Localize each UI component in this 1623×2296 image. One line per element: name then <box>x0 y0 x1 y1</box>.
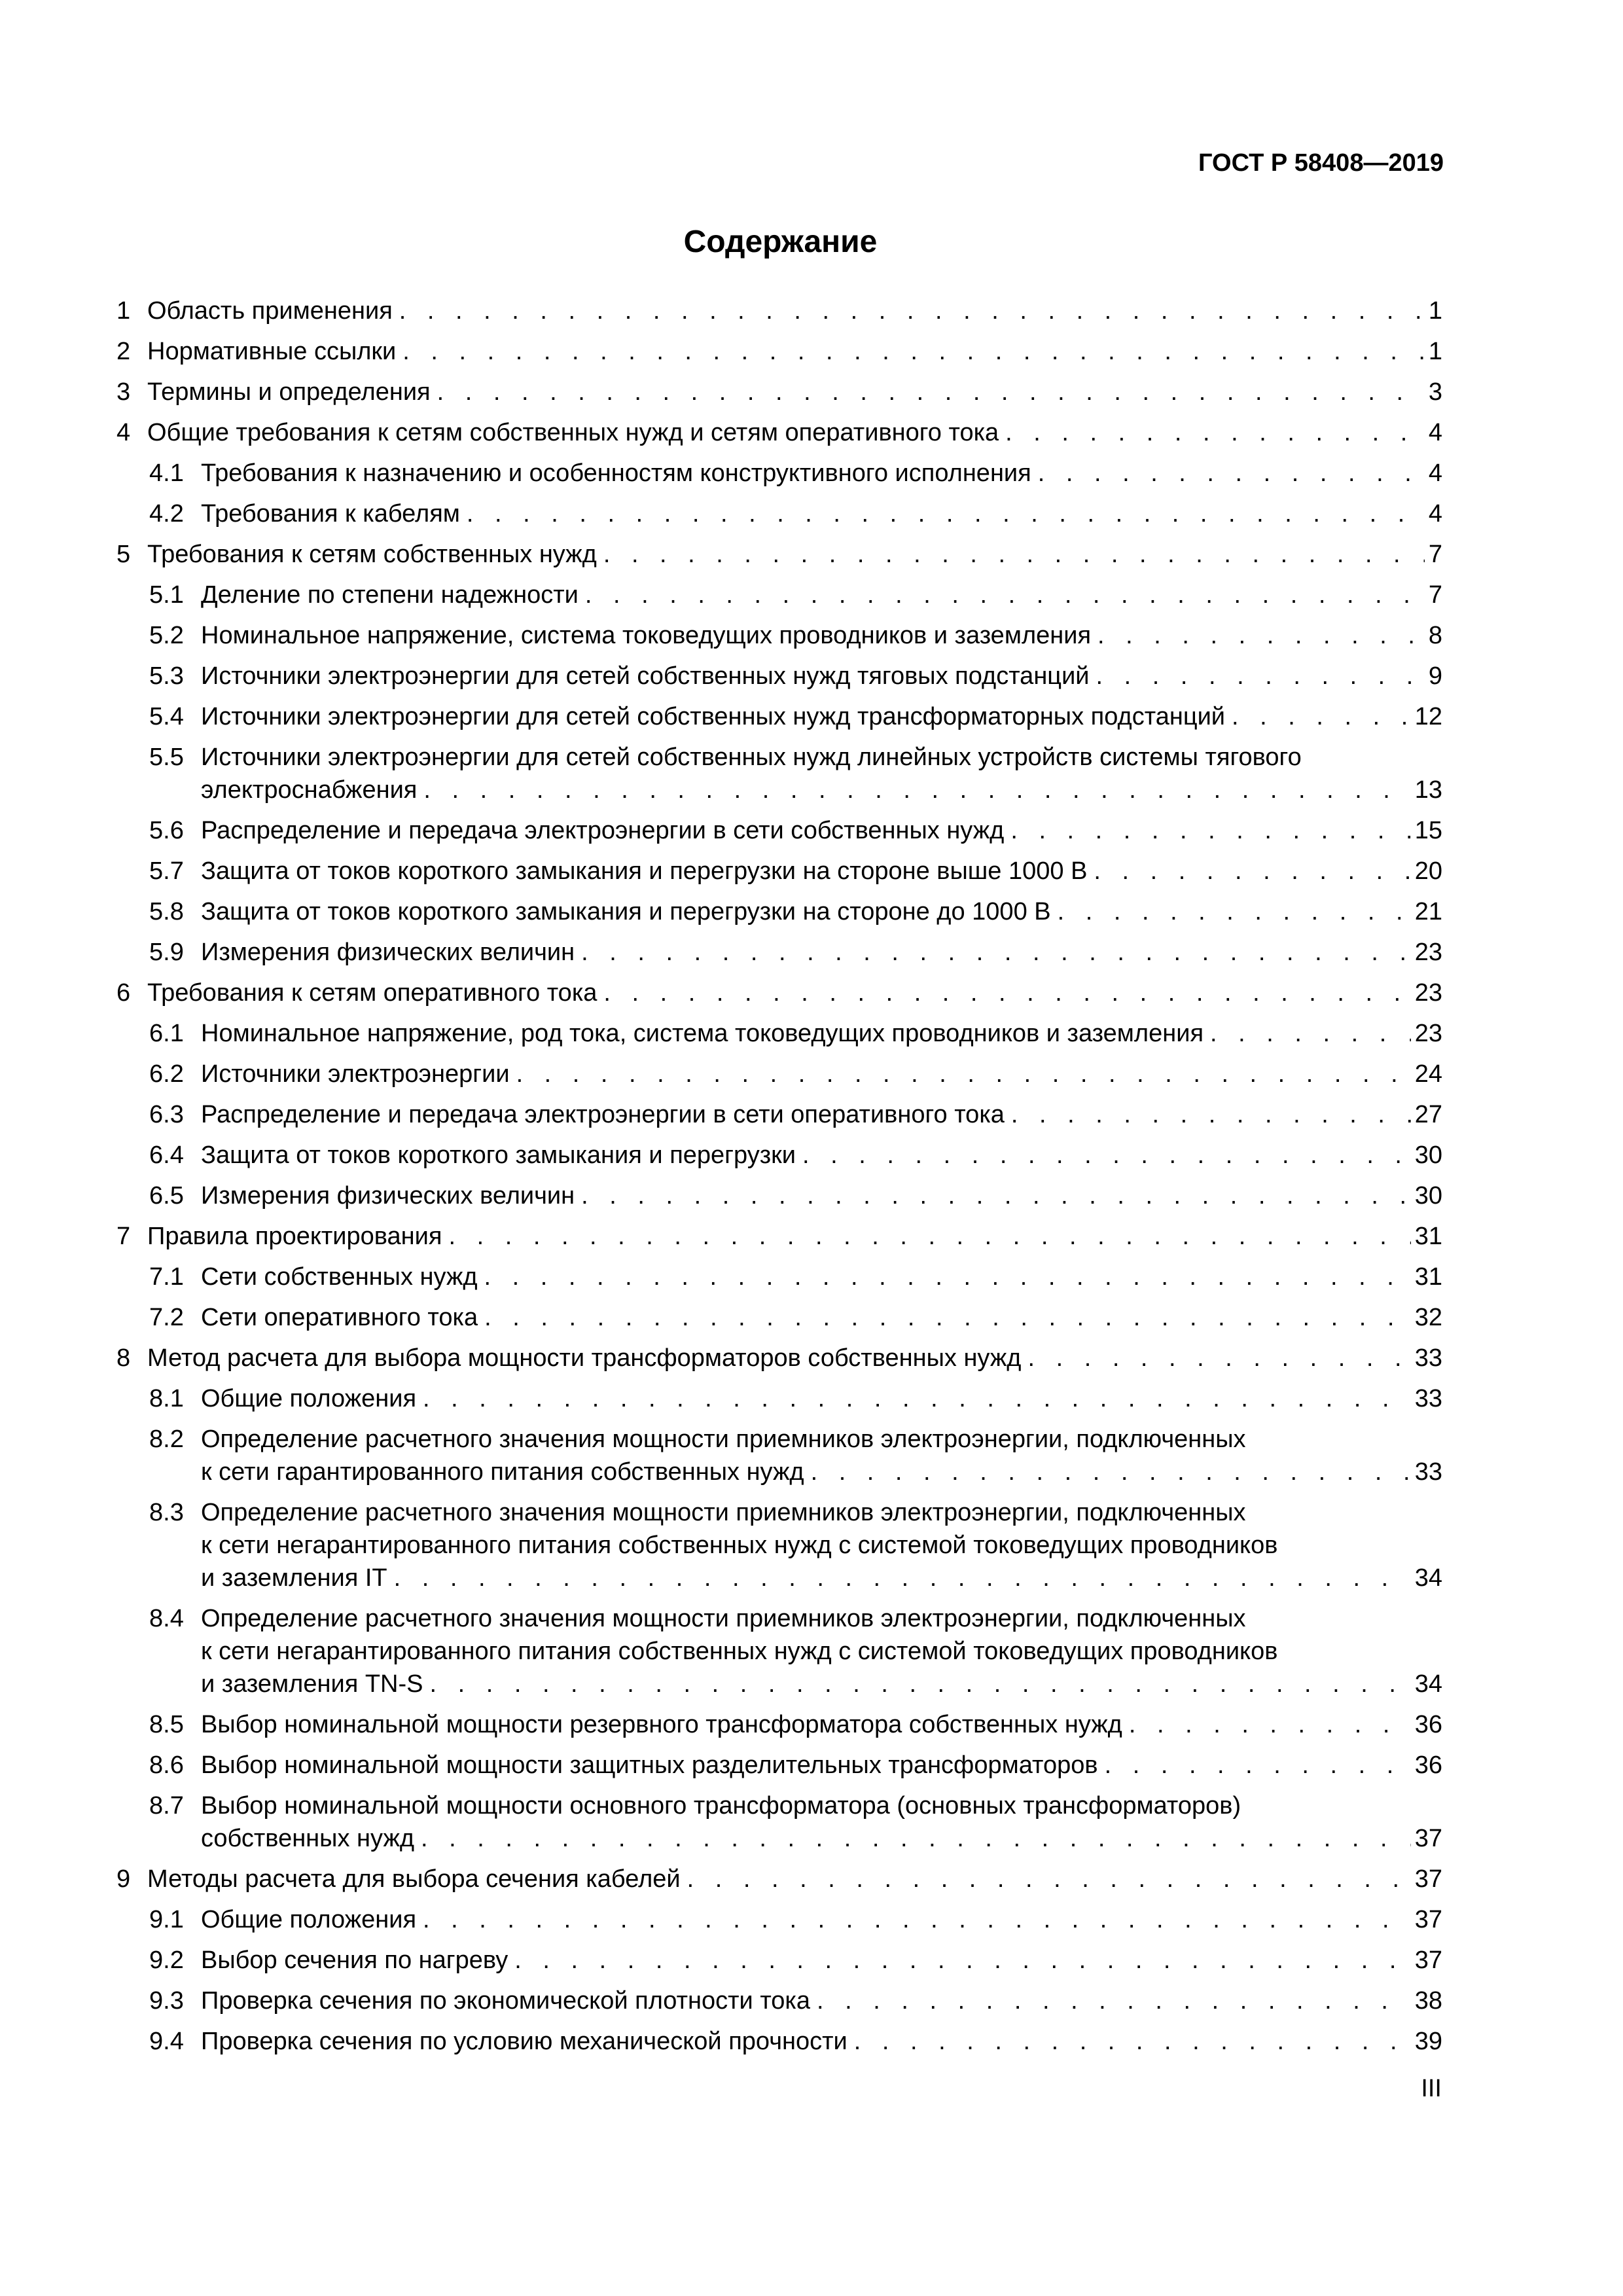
toc-entry-title-line: Сети собственных нужд <box>201 1263 478 1291</box>
toc-entry-page: 36 <box>1414 1711 1442 1738</box>
toc-entry-page: 33 <box>1414 1385 1442 1412</box>
toc-entry <box>116 1749 1442 1782</box>
toc-entry-number: 5.2 <box>149 622 184 649</box>
toc-entry-title-line: к сети негарантированного питания собственных нужд с системой токоведущих проводников <box>201 1532 1278 1559</box>
toc-entry-number: 5.4 <box>149 703 184 730</box>
toc-entry-page: 37 <box>1414 1946 1442 1974</box>
toc-entry-page: 12 <box>1414 703 1442 730</box>
toc-entry-title-line: Защита от токов короткого замыкания и перегрузки на стороне выше 1000 В <box>201 857 1088 885</box>
dot-leader <box>448 1220 1410 1253</box>
toc-entry-page: 23 <box>1414 1020 1442 1047</box>
dot-leader <box>1038 457 1425 490</box>
toc-entry-number: 9 <box>116 1865 131 1893</box>
toc-entry-page: 9 <box>1428 662 1442 690</box>
dot-leader <box>399 295 1425 327</box>
toc-entry-number: 7.2 <box>149 1304 184 1331</box>
dot-leader <box>394 1562 1411 1594</box>
dot-leader <box>687 1863 1411 1895</box>
toc-entry-title-line: Выбор номинальной мощности основного трансформатора (основных трансформаторов) <box>201 1792 1241 1820</box>
toc-entry-title-line: собственных нужд <box>201 1825 415 1852</box>
toc-entry <box>116 1017 1442 1050</box>
toc-entry <box>116 660 1442 692</box>
toc-entry-page: 38 <box>1414 1987 1442 2015</box>
toc-entry-page: 7 <box>1428 541 1442 568</box>
toc-entry <box>116 295 1442 327</box>
toc-entry-page: 39 <box>1414 2028 1442 2055</box>
toc-entry-title-line: Определение расчетного значения мощности приемников электроэнергии, подключенных <box>201 1426 1246 1453</box>
toc-entry-number: 7.1 <box>149 1263 184 1291</box>
toc-entry-title-line: Источники электроэнергии для сетей собственных нужд линейных устройств системы тягового <box>201 744 1302 771</box>
toc-entry-number: 4.2 <box>149 500 184 528</box>
dot-leader <box>514 1944 1410 1977</box>
toc-entry-number: 9.1 <box>149 1906 184 1933</box>
toc-entry-number: 2 <box>116 338 131 365</box>
toc-entry-page: 7 <box>1428 581 1442 609</box>
toc-entry-title-line: Защита от токов короткого замыкания и перегрузки <box>201 1141 796 1169</box>
toc-entry-number: 9.2 <box>149 1946 184 1974</box>
toc-entry-page: 21 <box>1414 898 1442 925</box>
toc-entry <box>116 2025 1442 2058</box>
toc-entry-title-line: Требования к кабелям <box>201 500 460 528</box>
toc-entry-page: 4 <box>1428 419 1442 446</box>
toc-entry-number: 8.7 <box>149 1792 184 1820</box>
toc-entry <box>116 1496 1442 1594</box>
toc-entry-page: 27 <box>1414 1101 1442 1128</box>
dot-leader <box>421 1822 1411 1855</box>
dot-leader <box>467 497 1425 530</box>
toc-entry-title-line: Определение расчетного значения мощности приемников электроэнергии, подключенных <box>201 1605 1246 1632</box>
toc-entry-page: 4 <box>1428 500 1442 528</box>
toc-entry-number: 8.3 <box>149 1499 184 1526</box>
toc-entry-number: 8 <box>116 1344 131 1372</box>
toc-entry-number: 4.1 <box>149 459 184 487</box>
toc-entry-title-line: Источники электроэнергии для сетей собственных нужд тяговых подстанций <box>201 662 1090 690</box>
toc-entry-title-line: Требования к сетям оперативного тока <box>147 979 597 1007</box>
toc-entry-title-line: Выбор сечения по нагреву <box>201 1946 508 1974</box>
toc-entry <box>116 1708 1442 1741</box>
dot-leader <box>484 1301 1411 1334</box>
toc-entry <box>116 1342 1442 1374</box>
toc-entry-title-line: Номинальное напряжение, система токоведущих проводников и заземления <box>201 622 1092 649</box>
toc-entry <box>116 579 1442 611</box>
toc-entry-page: 1 <box>1428 338 1442 365</box>
toc-entry-page: 30 <box>1414 1141 1442 1169</box>
toc-entry-page: 23 <box>1414 979 1442 1007</box>
toc-entry <box>116 1984 1442 2017</box>
toc-entry-number: 1 <box>116 297 131 325</box>
toc-entry-title-line: Требования к назначению и особенностям конструктивного исполнения <box>201 459 1031 487</box>
toc-entry-title-line: Проверка сечения по экономической плотности тока <box>201 1987 811 2015</box>
toc-entry-number: 3 <box>116 378 131 406</box>
dot-leader <box>1105 1749 1411 1782</box>
dot-leader <box>1129 1708 1411 1741</box>
dot-leader <box>1010 814 1410 847</box>
toc-entry-page: 13 <box>1414 776 1442 804</box>
toc-entry-title-line: Выбор номинальной мощности резервного трансформатора собственных нужд <box>201 1711 1122 1738</box>
toc-entry-page: 30 <box>1414 1182 1442 1210</box>
toc-entry-number: 6.5 <box>149 1182 184 1210</box>
page-number: III <box>1421 2075 1442 2102</box>
table-of-contents <box>116 295 1442 2066</box>
toc-entry-title-line: Распределение и передача электроэнергии в сети собственных нужд <box>201 817 1005 844</box>
toc-entry-number: 5.3 <box>149 662 184 690</box>
toc-entry-page: 37 <box>1414 1906 1442 1933</box>
toc-entry <box>116 335 1442 368</box>
toc-entry-title-line: Сети оперативного тока <box>201 1304 478 1331</box>
dot-leader <box>802 1139 1411 1172</box>
toc-entry-number: 5.6 <box>149 817 184 844</box>
dot-leader <box>1027 1342 1410 1374</box>
toc-entry-number: 4 <box>116 419 131 446</box>
toc-entry-number: 5.8 <box>149 898 184 925</box>
dot-leader <box>423 1903 1411 1936</box>
toc-entry <box>116 1602 1442 1700</box>
toc-entry-title-line: Измерения физических величин <box>201 939 575 966</box>
toc-entry-title-line: Источники электроэнергии для сетей собственных нужд трансформаторных подстанций <box>201 703 1226 730</box>
toc-entry-number: 5.1 <box>149 581 184 609</box>
toc-entry <box>116 977 1442 1009</box>
toc-entry-number: 8.2 <box>149 1426 184 1453</box>
toc-entry-title-line: Нормативные ссылки <box>147 338 397 365</box>
toc-entry-page: 1 <box>1428 297 1442 325</box>
toc-entry <box>116 700 1442 733</box>
toc-entry-number: 5.9 <box>149 939 184 966</box>
toc-entry-page: 31 <box>1414 1263 1442 1291</box>
toc-entry-number: 9.4 <box>149 2028 184 2055</box>
toc-entry <box>116 1098 1442 1131</box>
toc-entry-number: 6 <box>116 979 131 1007</box>
toc-entry-title-line: электроснабжения <box>201 776 418 804</box>
toc-entry-number: 8.6 <box>149 1751 184 1779</box>
toc-entry <box>116 855 1442 888</box>
toc-entry-title-line: Термины и определения <box>147 378 431 406</box>
toc-entry-number: 5.7 <box>149 857 184 885</box>
toc-entry-page: 4 <box>1428 459 1442 487</box>
toc-entry <box>116 1139 1442 1172</box>
toc-entry <box>116 376 1442 408</box>
toc-entry <box>116 741 1442 806</box>
dot-leader <box>854 2025 1411 2058</box>
dot-leader <box>402 335 1425 368</box>
toc-entry-title-line: Номинальное напряжение, род тока, система токоведущих проводников и заземления <box>201 1020 1204 1047</box>
toc-entry-number: 6.1 <box>149 1020 184 1047</box>
toc-entry <box>116 1944 1442 1977</box>
toc-entry-title-line: Общие положения <box>201 1906 417 1933</box>
toc-entry-title-line: Источники электроэнергии <box>201 1060 510 1088</box>
dot-leader <box>585 579 1425 611</box>
dot-leader <box>437 376 1425 408</box>
toc-entry-number: 6.3 <box>149 1101 184 1128</box>
page-title: Содержание <box>683 224 878 259</box>
toc-entry-title-line: Распределение и передача электроэнергии в сети оперативного тока <box>201 1101 1005 1128</box>
dot-leader <box>423 774 1410 806</box>
toc-entry-title-line: и заземления TN-S <box>201 1670 423 1698</box>
toc-entry-page: 20 <box>1414 857 1442 885</box>
dot-leader <box>581 936 1411 969</box>
toc-entry-title-line: Выбор номинальной мощности защитных разделительных трансформаторов <box>201 1751 1098 1779</box>
toc-entry-number: 5.5 <box>149 744 184 771</box>
toc-entry-page: 3 <box>1428 378 1442 406</box>
toc-entry <box>116 619 1442 652</box>
toc-entry <box>116 814 1442 847</box>
toc-entry-number: 7 <box>116 1223 131 1250</box>
document-code: ГОСТ Р 58408—2019 <box>1198 149 1444 177</box>
dot-leader <box>1011 1098 1411 1131</box>
toc-entry-page: 23 <box>1414 939 1442 966</box>
toc-entry-title-line: Проверка сечения по условию механической прочности <box>201 2028 847 2055</box>
toc-entry-title-line: Измерения физических величин <box>201 1182 575 1210</box>
toc-entry <box>116 1179 1442 1212</box>
toc-entry-page: 33 <box>1414 1458 1442 1486</box>
dot-leader <box>1232 700 1411 733</box>
toc-entry <box>116 1423 1442 1488</box>
toc-entry-page: 37 <box>1414 1865 1442 1893</box>
toc-entry-title-line: Метод расчета для выбора мощности трансформаторов собственных нужд <box>147 1344 1022 1372</box>
toc-entry <box>116 1301 1442 1334</box>
toc-entry <box>116 895 1442 928</box>
dot-leader <box>1058 895 1411 928</box>
toc-entry-page: 15 <box>1414 817 1442 844</box>
dot-leader <box>817 1984 1411 2017</box>
toc-entry-number: 8.4 <box>149 1605 184 1632</box>
dot-leader <box>603 977 1410 1009</box>
toc-entry-title-line: Общие требования к сетям собственных нужд и сетям оперативного тока <box>147 419 999 446</box>
toc-entry-title-line: Общие положения <box>201 1385 417 1412</box>
toc-entry-title-line: Защита от токов короткого замыкания и перегрузки на стороне до 1000 В <box>201 898 1051 925</box>
toc-entry <box>116 538 1442 571</box>
toc-entry <box>116 1220 1442 1253</box>
dot-leader <box>429 1668 1410 1700</box>
toc-entry-title-line: и заземления IT <box>201 1564 387 1592</box>
toc-entry-number: 6.4 <box>149 1141 184 1169</box>
toc-entry-number: 6.2 <box>149 1060 184 1088</box>
toc-entry-number: 8.5 <box>149 1711 184 1738</box>
toc-entry <box>116 416 1442 449</box>
toc-entry-page: 36 <box>1414 1751 1442 1779</box>
toc-entry-title-line: Требования к сетям собственных нужд <box>147 541 597 568</box>
toc-entry <box>116 1058 1442 1090</box>
toc-entry-title-line: к сети гарантированного питания собственных нужд <box>201 1458 804 1486</box>
toc-entry-page: 31 <box>1414 1223 1442 1250</box>
toc-entry <box>116 1863 1442 1895</box>
dot-leader <box>1096 660 1425 692</box>
toc-entry <box>116 1789 1442 1855</box>
toc-entry-page: 24 <box>1414 1060 1442 1088</box>
dot-leader <box>1097 619 1425 652</box>
toc-entry-number: 8.1 <box>149 1385 184 1412</box>
toc-entry-page: 32 <box>1414 1304 1442 1331</box>
toc-entry <box>116 1903 1442 1936</box>
toc-entry-title-line: Методы расчета для выбора сечения кабелей <box>147 1865 681 1893</box>
toc-entry-page: 34 <box>1414 1564 1442 1592</box>
toc-entry-title-line: Определение расчетного значения мощности приемников электроэнергии, подключенных <box>201 1499 1246 1526</box>
dot-leader <box>1005 416 1425 449</box>
toc-entry-number: 5 <box>116 541 131 568</box>
toc-entry <box>116 936 1442 969</box>
dot-leader <box>811 1456 1411 1488</box>
toc-entry <box>116 457 1442 490</box>
toc-entry-page: 34 <box>1414 1670 1442 1698</box>
dot-leader <box>603 538 1425 571</box>
dot-leader <box>1210 1017 1411 1050</box>
toc-entry-title-line: Деление по степени надежности <box>201 581 579 609</box>
toc-entry-title-line: к сети негарантированного питания собственных нужд с системой токоведущих проводников <box>201 1638 1278 1665</box>
toc-entry <box>116 1261 1442 1293</box>
toc-entry <box>116 1382 1442 1415</box>
dot-leader <box>423 1382 1411 1415</box>
toc-entry-page: 33 <box>1414 1344 1442 1372</box>
dot-leader <box>516 1058 1411 1090</box>
dot-leader <box>581 1179 1411 1212</box>
dot-leader <box>484 1261 1411 1293</box>
toc-entry-title-line: Область применения <box>147 297 393 325</box>
dot-leader <box>1094 855 1410 888</box>
toc-entry-page: 8 <box>1428 622 1442 649</box>
toc-entry-page: 37 <box>1414 1825 1442 1852</box>
toc-entry-title-line: Правила проектирования <box>147 1223 442 1250</box>
toc-entry-number: 9.3 <box>149 1987 184 2015</box>
toc-entry <box>116 497 1442 530</box>
